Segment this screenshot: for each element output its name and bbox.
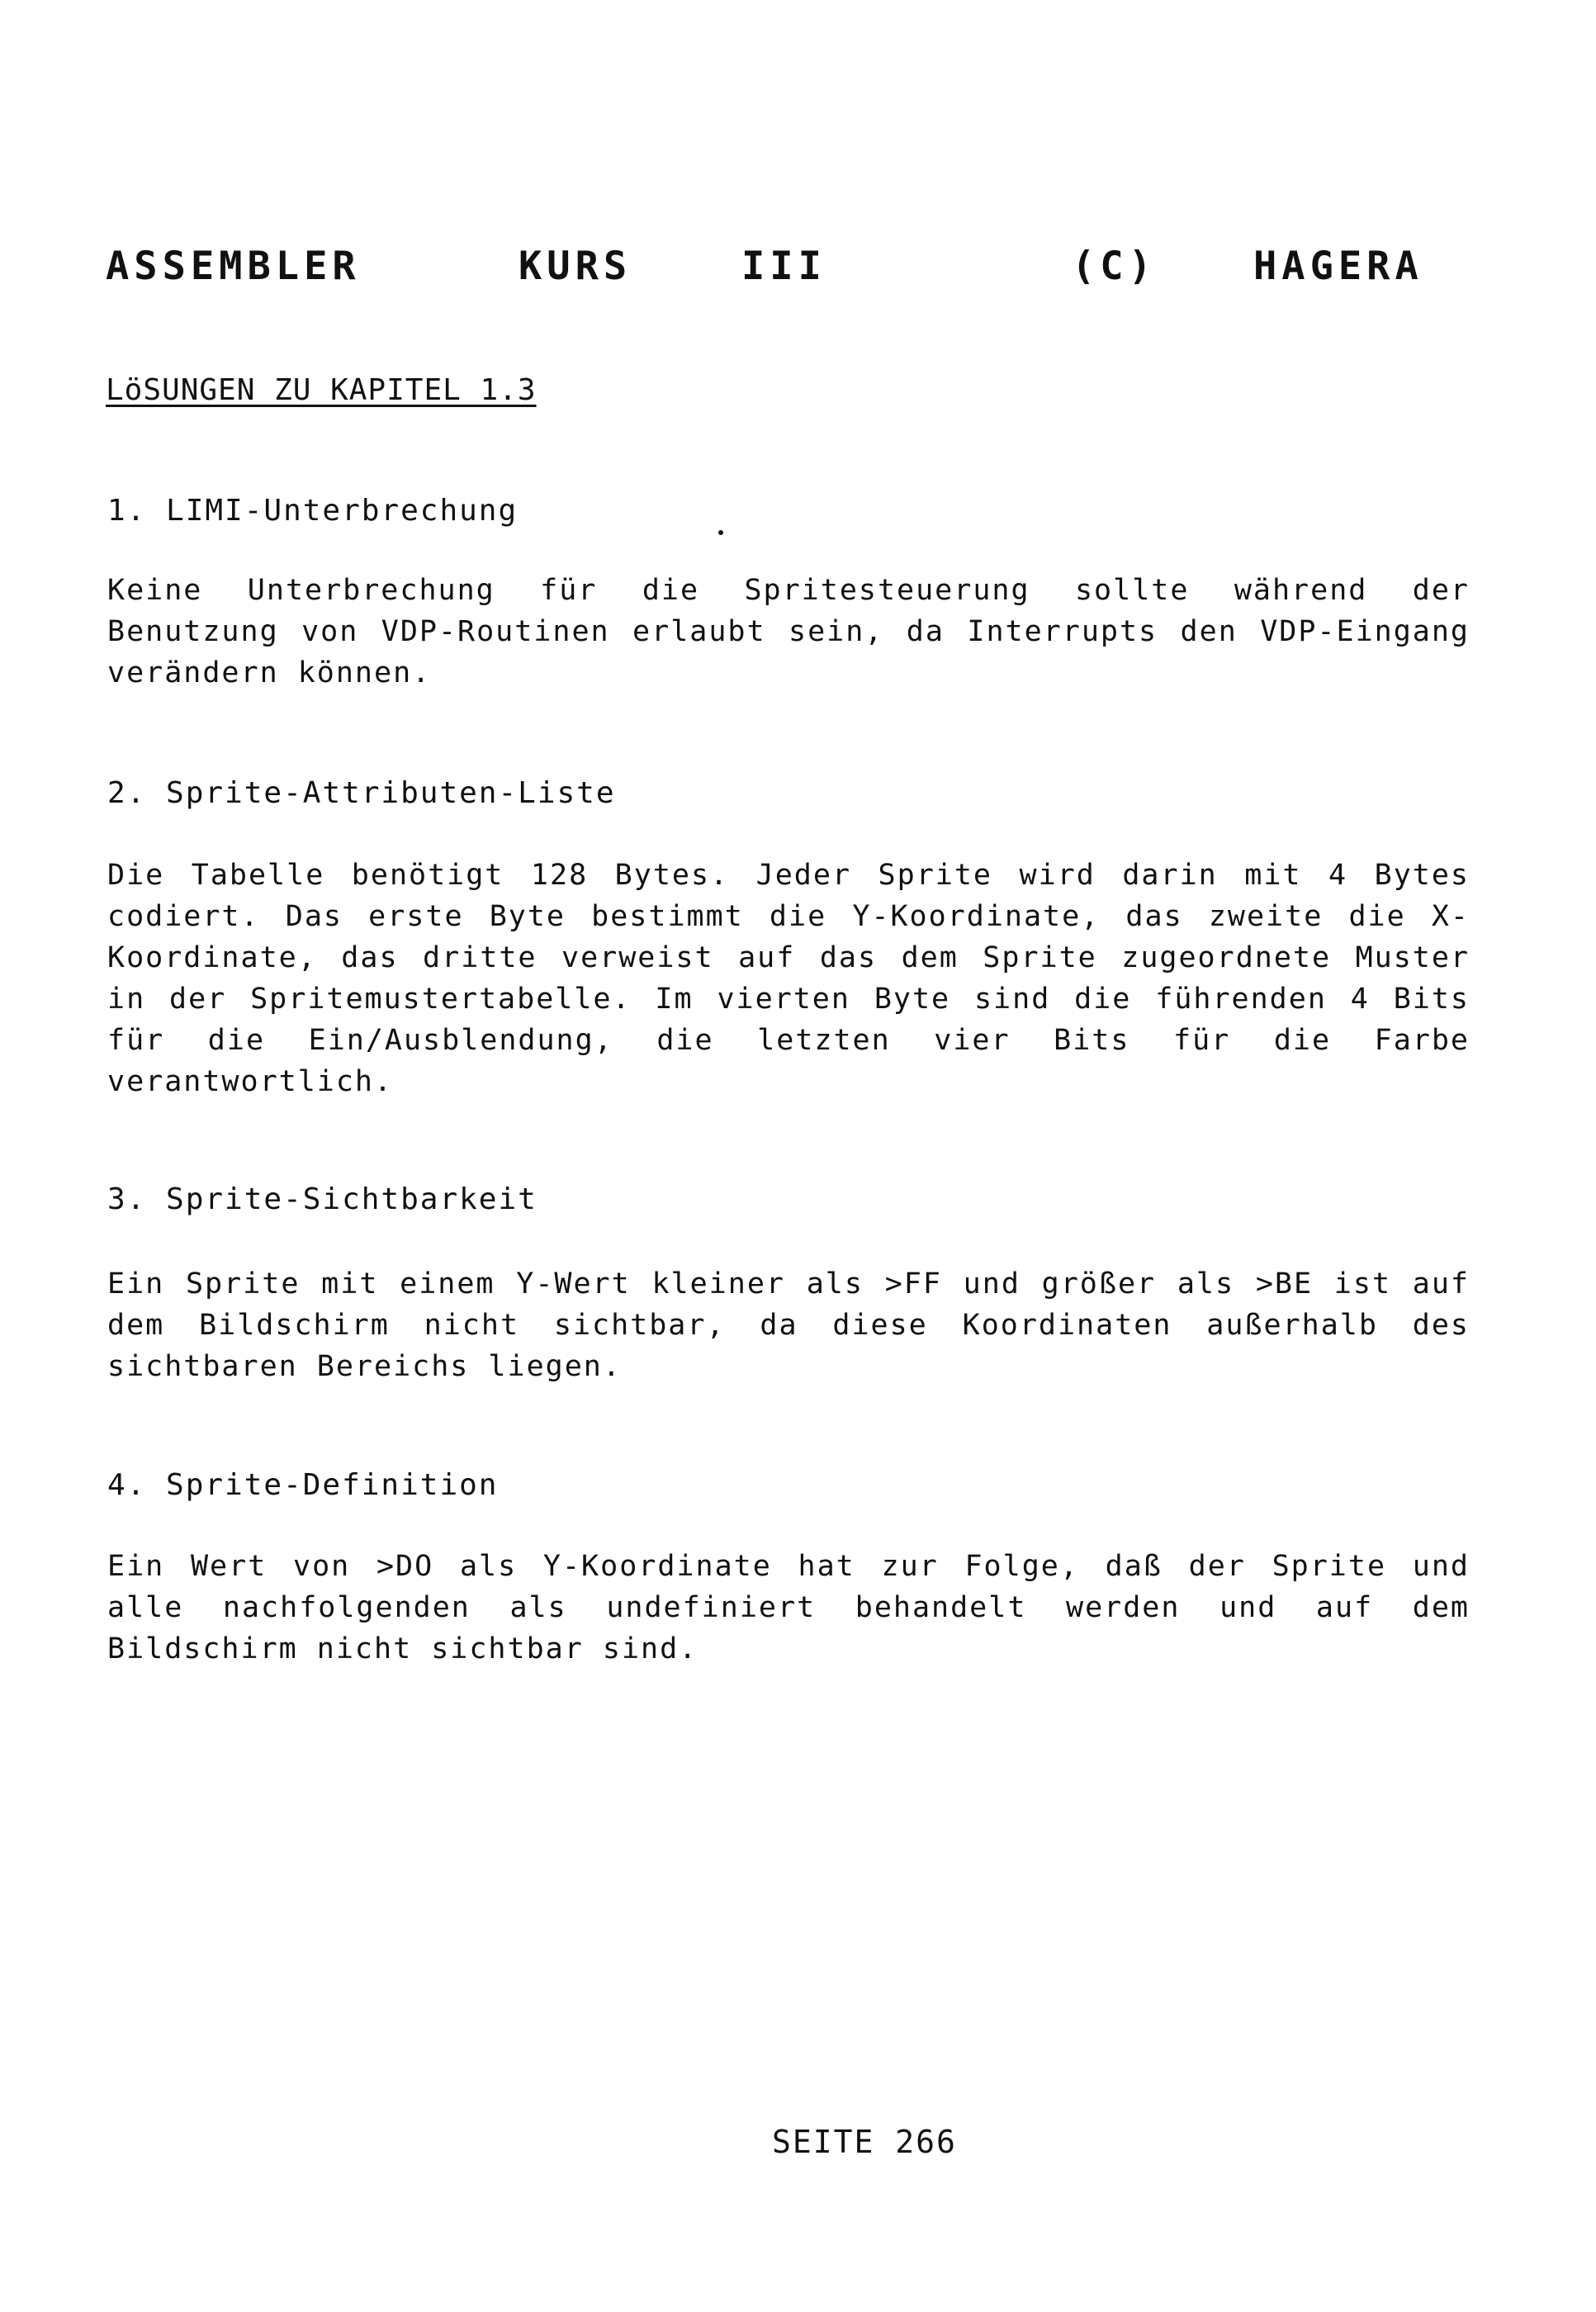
item-3-title: 3. Sprite-Sichtbarkeit [107,1182,538,1216]
item-2-title: 2. Sprite-Attributen-Liste [107,776,616,810]
header-course: KURS [519,244,632,289]
page-number: SEITE 266 [772,2124,957,2160]
item-4-text: Ein Wert von >DO als Y-Koordinate hat zur Folge, daß der Sprite und alle nachfolgenden als undefiniert behandelt werden und auf dem Bildschirm nicht sichtbar sind. [107,1550,1470,1665]
document-header [106,244,1423,289]
header-copyright: (C) [1072,244,1157,289]
header-title: ASSEMBLER [106,244,361,289]
stray-dot-mark [718,530,723,535]
header-volume: III [741,244,826,289]
item-1-text: Keine Unterbrechung für die Spritesteuerung sollte während der Benutzung von VDP-Routinen erlaubt sein, da Interrupts den VDP-Eingang verändern können. [107,574,1470,689]
item-4-title: 4. Sprite-Definition [107,1468,499,1502]
item-3-text: Ein Sprite mit einem Y-Wert kleiner als >FF und größer als >BE ist auf dem Bildschirm nicht sichtbar, da diese Koordinaten außerhalb des sichtbaren Bereichs liegen. [107,1267,1470,1383]
header-author: HAGERA [1253,244,1423,289]
section-heading: LöSUNGEN ZU KAPITEL 1.3 [106,373,537,407]
item-1-title: 1. LIMI-Unterbrechung [107,494,519,528]
item-2-text: Die Tabelle benötigt 128 Bytes. Jeder Sprite wird darin mit 4 Bytes codiert. Das erste Byte bestimmt die Y-Koordinate, das zweite die X-Koordinate, das dritte verweist auf das dem Sprite zugeordnete Muster in der Spritemustertabelle. Im vierten Byte sind die führenden 4 Bits für die Ein/Ausblendung, die letzten vier Bits für die Farbe verantwortlich. [107,859,1470,1098]
